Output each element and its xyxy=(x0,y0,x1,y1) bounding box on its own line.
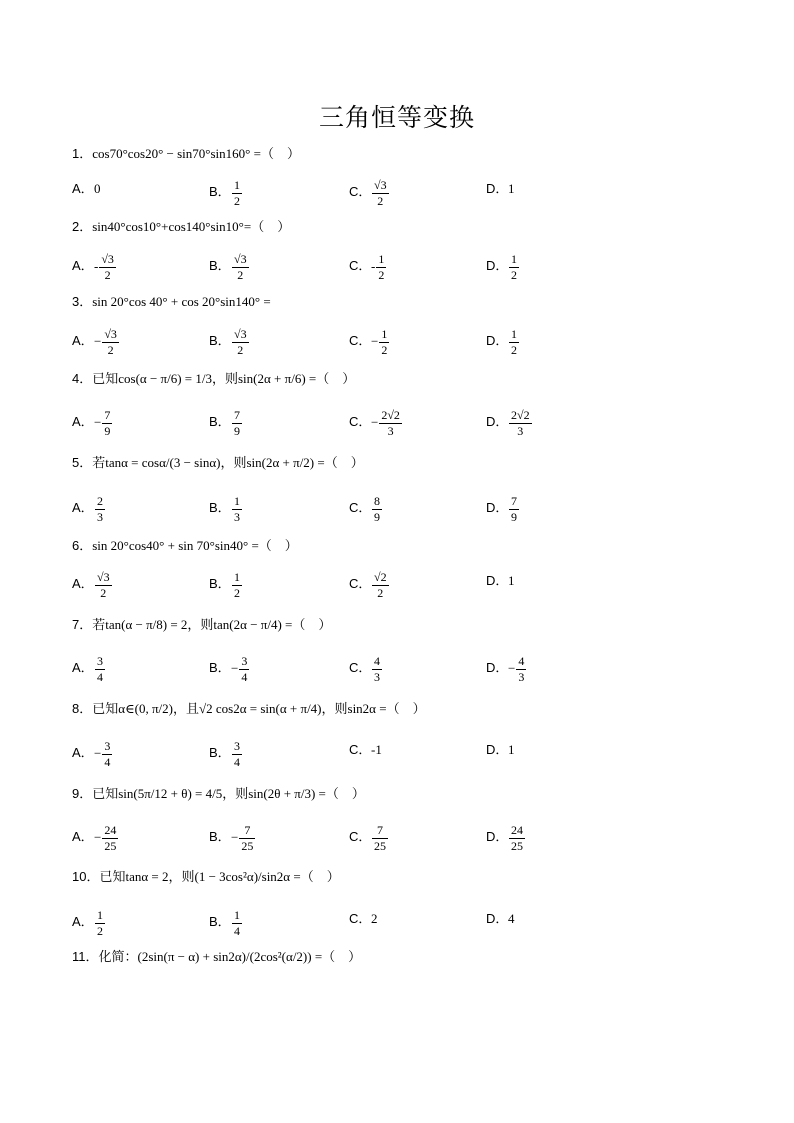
fraction-numerator: 24 xyxy=(104,823,117,837)
fraction-denominator: 3 xyxy=(517,424,524,438)
question-number: 1． xyxy=(72,146,93,161)
option-label: C． xyxy=(349,500,372,516)
question-number: 3． xyxy=(72,294,93,309)
question-number: 5． xyxy=(72,455,93,470)
answer-option[interactable] xyxy=(486,570,515,589)
fraction-denominator: 2 xyxy=(511,343,517,357)
fraction-numerator: 4 xyxy=(518,654,525,668)
fraction xyxy=(372,654,382,685)
fraction-denominator: 3 xyxy=(518,670,525,684)
fraction xyxy=(516,654,526,685)
option-label: D． xyxy=(486,911,509,926)
answer-option[interactable] xyxy=(486,654,527,685)
option-value: 0 xyxy=(94,181,101,196)
option-label: A． xyxy=(72,745,94,761)
fraction xyxy=(509,494,519,525)
fraction xyxy=(102,327,119,358)
fraction-numerator: 2√2 xyxy=(511,408,530,422)
answer-option[interactable] xyxy=(209,178,243,209)
question-stem xyxy=(72,948,361,966)
option-label: D． xyxy=(486,742,509,757)
option-label: C． xyxy=(349,660,372,676)
question-stem xyxy=(72,293,271,311)
answer-option[interactable] xyxy=(349,908,378,927)
question-number: 7． xyxy=(72,617,93,632)
fraction xyxy=(372,494,382,525)
answer-option[interactable] xyxy=(209,823,256,854)
question-number: 6． xyxy=(72,538,93,553)
fraction-numerator: 1 xyxy=(511,327,517,341)
fraction-denominator: 4 xyxy=(241,670,248,684)
fraction-numerator: 1 xyxy=(234,908,240,922)
option-sign: - xyxy=(94,258,99,274)
option-sign: − xyxy=(508,660,516,676)
answer-option[interactable] xyxy=(486,823,526,854)
option-label: B． xyxy=(209,414,231,430)
page-title: 三角恒等变换 xyxy=(318,103,475,132)
answer-option[interactable] xyxy=(209,252,250,283)
fraction-numerator: 2√2 xyxy=(381,408,400,422)
fraction-denominator: 3 xyxy=(97,510,103,524)
fraction-denominator: 2 xyxy=(377,586,384,600)
fraction xyxy=(509,823,525,854)
option-label: B． xyxy=(209,914,231,930)
question-stem xyxy=(72,454,364,472)
answer-option[interactable] xyxy=(209,739,243,770)
option-label: C． xyxy=(349,829,372,845)
fraction-denominator: 2 xyxy=(104,268,111,282)
fraction xyxy=(372,570,389,601)
fraction xyxy=(232,739,242,770)
fraction xyxy=(232,908,242,939)
option-value: 4 xyxy=(508,911,515,926)
option-label: A． xyxy=(72,258,94,274)
option-value: 1 xyxy=(508,181,515,196)
option-label: A． xyxy=(72,576,94,592)
question-text: 已知tanα = 2，则(1 − 3cos²α)/sin2α =（ ） xyxy=(99,869,340,884)
fraction-numerator: 7 xyxy=(104,408,111,422)
answer-option[interactable] xyxy=(486,252,520,283)
option-label: A． xyxy=(72,500,94,516)
option-sign: − xyxy=(371,414,379,430)
answer-option[interactable] xyxy=(349,252,387,283)
fraction-denominator: 2 xyxy=(381,343,388,357)
question-text: sin40°cos10°+cos140°sin10°=（ ） xyxy=(92,219,291,234)
question-text: sin 20°cos 40° + cos 20°sin140° = xyxy=(92,294,271,309)
answer-option[interactable] xyxy=(209,908,243,939)
option-label: C． xyxy=(349,184,372,200)
option-label: C． xyxy=(349,911,372,926)
fraction-numerator: 1 xyxy=(234,570,240,584)
fraction-denominator: 2 xyxy=(107,343,114,357)
question-number: 8． xyxy=(72,701,93,716)
answer-option[interactable] xyxy=(209,408,243,439)
fraction-denominator: 2 xyxy=(100,586,107,600)
fraction-denominator: 3 xyxy=(387,424,394,438)
fraction xyxy=(102,823,118,854)
fraction-numerator: √2 xyxy=(374,570,387,584)
option-label: D． xyxy=(486,258,509,274)
answer-option[interactable] xyxy=(72,739,113,770)
fraction xyxy=(102,739,112,770)
answer-option[interactable] xyxy=(349,408,403,439)
fraction-numerator: 7 xyxy=(511,494,517,508)
answer-option[interactable] xyxy=(209,494,243,525)
answer-option[interactable] xyxy=(486,908,515,927)
fraction-denominator: 9 xyxy=(374,510,380,524)
option-label: A． xyxy=(72,333,94,349)
fraction xyxy=(372,178,389,209)
fraction-numerator: √3 xyxy=(104,327,117,341)
fraction xyxy=(379,408,402,439)
answer-option[interactable] xyxy=(349,823,389,854)
option-label: A． xyxy=(72,660,94,676)
answer-option[interactable] xyxy=(486,178,515,197)
question-stem xyxy=(72,616,331,634)
fraction xyxy=(509,327,519,358)
answer-option[interactable] xyxy=(349,654,383,685)
question-number: 9． xyxy=(72,786,93,801)
fraction-denominator: 2 xyxy=(237,268,244,282)
fraction-numerator: √3 xyxy=(234,327,247,341)
option-sign: − xyxy=(94,745,102,761)
fraction-denominator: 3 xyxy=(374,670,380,684)
fraction xyxy=(102,408,112,439)
answer-option[interactable] xyxy=(486,327,520,358)
option-sign: − xyxy=(231,829,239,845)
fraction-denominator: 4 xyxy=(104,755,111,769)
question-stem xyxy=(72,537,298,555)
fraction-denominator: 4 xyxy=(97,670,103,684)
fraction-denominator: 2 xyxy=(378,268,385,282)
fraction-denominator: 4 xyxy=(234,924,240,938)
answer-option[interactable] xyxy=(72,252,117,283)
option-label: B． xyxy=(209,258,231,274)
question-number: 2． xyxy=(72,219,93,234)
option-label: B． xyxy=(209,576,231,592)
fraction-numerator: 1 xyxy=(234,494,240,508)
answer-option[interactable] xyxy=(72,823,119,854)
answer-option[interactable] xyxy=(209,654,250,685)
answer-option[interactable] xyxy=(349,739,382,758)
fraction xyxy=(376,252,386,283)
option-sign: − xyxy=(231,660,239,676)
answer-option[interactable] xyxy=(486,408,533,439)
question-text: 已知α∈(0, π/2)，且√2 cos2α = sin(α + π/4)，则sin2α =（ ） xyxy=(92,701,426,716)
question-stem xyxy=(72,785,365,803)
fraction-denominator: 2 xyxy=(97,924,103,938)
fraction-numerator: 3 xyxy=(234,739,240,753)
option-sign: − xyxy=(94,829,102,845)
fraction-numerator: 1 xyxy=(97,908,103,922)
option-label: D． xyxy=(486,829,509,845)
fraction-numerator: 3 xyxy=(104,739,111,753)
option-label: B． xyxy=(209,333,231,349)
question-text: (α − π/6) = 1/3，则sin(2α + π/6) =（ ） xyxy=(135,371,356,386)
answer-option[interactable] xyxy=(209,327,250,358)
option-label: D． xyxy=(486,573,509,588)
answer-option[interactable] xyxy=(349,178,390,209)
fraction xyxy=(232,408,242,439)
option-label: B． xyxy=(209,660,231,676)
fraction-denominator: 25 xyxy=(511,839,523,853)
option-label: B． xyxy=(209,184,231,200)
option-value: 2 xyxy=(371,911,378,926)
answer-option[interactable] xyxy=(349,570,390,601)
question-text: 若tan(α − π/8) = 2，则tan(2α − π/4) =（ ） xyxy=(92,617,332,632)
answer-option[interactable] xyxy=(72,654,106,685)
fraction xyxy=(232,570,242,601)
fraction xyxy=(95,494,105,525)
question-text: sin 20°cos40° + sin 70°sin40° =（ ） xyxy=(92,538,298,553)
fraction-denominator: 2 xyxy=(234,586,240,600)
question-text: cos70°cos20° − sin70°sin160° =（ ） xyxy=(92,146,300,161)
fraction xyxy=(509,408,532,439)
question-stem xyxy=(72,868,340,886)
option-label: A． xyxy=(72,829,94,845)
answer-option[interactable] xyxy=(486,739,515,758)
fraction-numerator: 1 xyxy=(234,178,240,192)
fraction-denominator: 3 xyxy=(234,510,240,524)
fraction-numerator: 24 xyxy=(511,823,523,837)
option-label: C． xyxy=(349,414,372,430)
option-value: 1 xyxy=(508,573,515,588)
option-label: C． xyxy=(349,576,372,592)
question-stem xyxy=(72,370,355,388)
fraction-numerator: 1 xyxy=(511,252,517,266)
option-sign: − xyxy=(94,333,102,349)
fraction xyxy=(232,178,242,209)
question-number: 10． xyxy=(72,869,100,884)
option-label: C． xyxy=(349,258,372,274)
option-label: D． xyxy=(486,181,509,196)
fraction xyxy=(95,908,105,939)
option-sign: - xyxy=(371,258,376,274)
fraction xyxy=(239,654,249,685)
fraction xyxy=(95,654,105,685)
answer-option[interactable] xyxy=(72,570,113,601)
fraction-numerator: 7 xyxy=(372,823,388,839)
question-text: 化简：(2sin(π − α) + sin2α)/(2cos²(α/2)) =（ ） xyxy=(98,949,362,964)
option-value: 1 xyxy=(508,742,515,757)
fraction-denominator: 9 xyxy=(511,510,517,524)
fraction-numerator: √3 xyxy=(101,252,114,266)
fraction-denominator: 2 xyxy=(237,343,244,357)
fraction xyxy=(99,252,116,283)
option-label: D． xyxy=(486,414,509,430)
answer-option[interactable] xyxy=(349,494,383,525)
fraction-denominator: 9 xyxy=(234,424,240,438)
fraction xyxy=(232,252,249,283)
option-label: B． xyxy=(209,500,231,516)
fraction-denominator: 25 xyxy=(374,839,386,853)
answer-option[interactable] xyxy=(72,327,120,358)
fraction-numerator: √3 xyxy=(234,252,247,266)
fraction xyxy=(372,823,388,854)
question-stem xyxy=(72,700,426,718)
fraction-numerator: 4 xyxy=(374,654,380,668)
answer-option[interactable] xyxy=(209,570,243,601)
option-label: B． xyxy=(209,745,231,761)
fraction-numerator: 3 xyxy=(241,654,248,668)
option-label: A． xyxy=(72,181,94,196)
option-label: D． xyxy=(486,660,509,676)
answer-option[interactable] xyxy=(486,494,520,525)
fraction-numerator: 2 xyxy=(97,494,103,508)
option-value: -1 xyxy=(371,742,382,757)
answer-option[interactable] xyxy=(72,494,106,525)
question-prefix: 已知cos xyxy=(92,371,136,386)
option-sign: − xyxy=(94,414,102,430)
option-label: D． xyxy=(486,500,509,516)
fraction-denominator: 2 xyxy=(377,194,384,208)
question-text: 若tanα = cosα/(3 − sinα)，则sin(2α + π/2) =（ ） xyxy=(92,455,364,470)
fraction-denominator: 25 xyxy=(104,839,117,853)
option-label: A． xyxy=(72,914,94,930)
option-label: C． xyxy=(349,333,372,349)
question-stem xyxy=(72,218,290,236)
answer-option[interactable] xyxy=(72,178,101,197)
answer-option[interactable] xyxy=(349,327,390,358)
option-label: B． xyxy=(209,829,231,845)
fraction xyxy=(232,327,249,358)
fraction-numerator: 1 xyxy=(378,252,385,266)
fraction-numerator: √3 xyxy=(97,570,110,584)
fraction-denominator: 4 xyxy=(234,755,240,769)
fraction xyxy=(239,823,255,854)
option-label: C． xyxy=(349,742,372,757)
fraction-numerator: 7 xyxy=(234,408,240,422)
option-label: A． xyxy=(72,414,94,430)
fraction xyxy=(379,327,389,358)
question-text: 已知sin(5π/12 + θ) = 4/5，则sin(2θ + π/3) =（ ） xyxy=(92,786,365,801)
question-number: 4． xyxy=(72,371,93,386)
fraction-denominator: 2 xyxy=(234,194,240,208)
fraction-numerator: 3 xyxy=(97,654,103,668)
fraction-numerator: √3 xyxy=(374,178,387,192)
fraction-numerator: 8 xyxy=(374,494,380,508)
fraction xyxy=(95,570,112,601)
fraction-denominator: 2 xyxy=(511,268,517,282)
fraction-denominator: 25 xyxy=(241,839,254,853)
option-sign: − xyxy=(371,333,379,349)
answer-option[interactable] xyxy=(72,908,106,939)
fraction xyxy=(232,494,242,525)
fraction xyxy=(509,252,519,283)
fraction-numerator: 1 xyxy=(381,327,388,341)
question-stem xyxy=(72,145,300,163)
answer-option[interactable] xyxy=(72,408,113,439)
question-number: 11． xyxy=(72,949,99,964)
fraction-numerator: 7 xyxy=(239,823,255,839)
fraction-denominator: 9 xyxy=(104,424,111,438)
option-label: D． xyxy=(486,333,509,349)
